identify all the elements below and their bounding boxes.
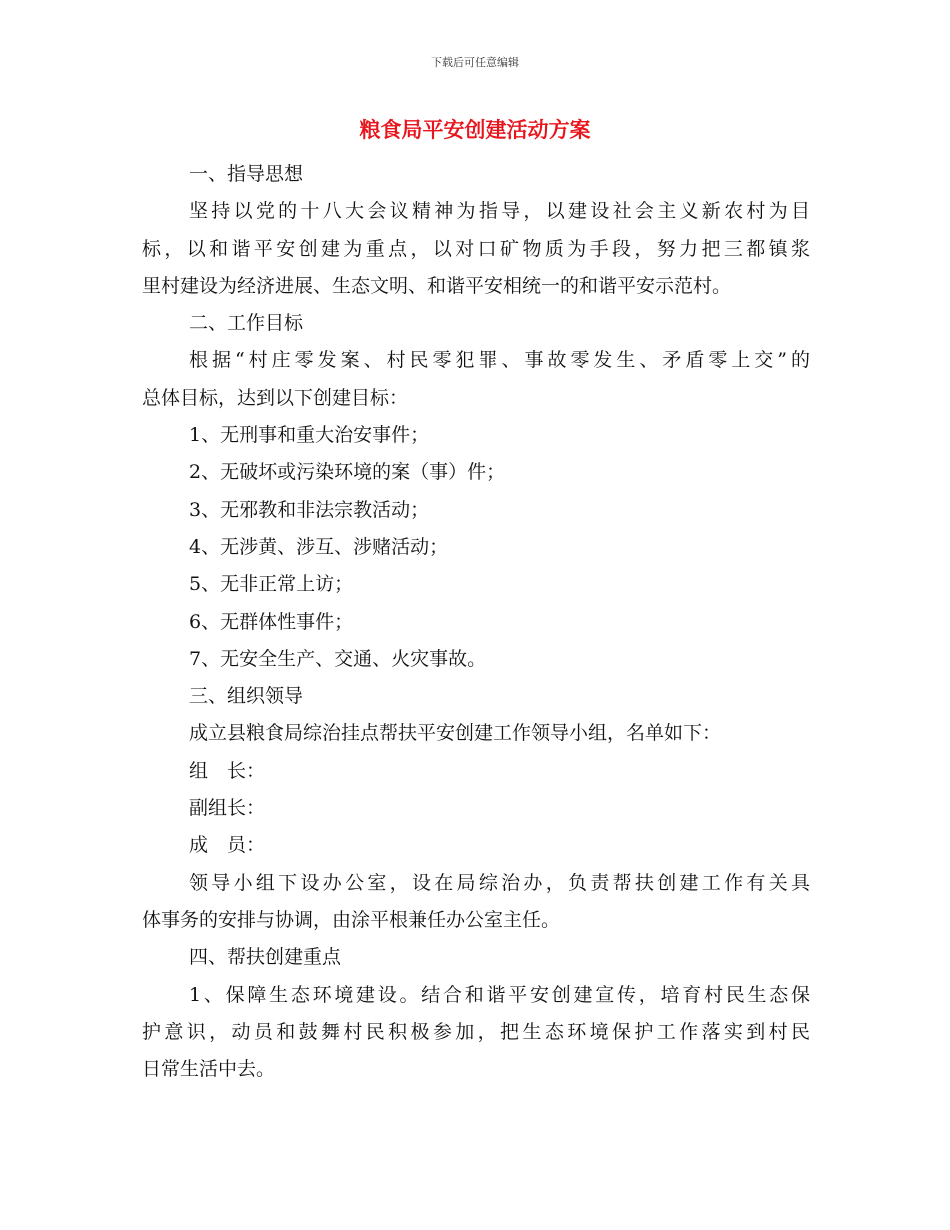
list-item: 4、无涉黄、涉互、涉赌活动；: [189, 535, 449, 558]
paragraph-line: 坚持以党的十八大会议精神为指导，以建设社会主义新农村为目: [189, 200, 810, 223]
list-item: 组 长：: [189, 759, 266, 782]
paragraph-line: 标，以和谐平安创建为重点，以对口矿物质为手段，努力把三都镇浆: [142, 237, 810, 260]
list-item: 3、无邪教和非法宗教活动；: [189, 498, 430, 521]
list-item: 成 员：: [189, 834, 266, 857]
paragraph-line: 体事务的安排与协调，由涂平根兼任办公室主任。: [142, 908, 561, 931]
paragraph-line: 日常生活中去。: [142, 1058, 276, 1081]
paragraph-line: 根据“村庄零发案、村民零犯罪、事故零发生、矛盾零上交”的: [189, 349, 810, 372]
paragraph-line: 里村建设为经济进展、生态文明、和谐平安相统一的和谐平安示范村。: [142, 274, 732, 297]
list-item: 副组长：: [189, 797, 266, 820]
list-item: 6、无群体性事件；: [189, 610, 354, 633]
list-item: 5、无非正常上访；: [189, 573, 354, 596]
list-item: 1、无刑事和重大治安事件；: [189, 424, 430, 447]
paragraph-line: 1、保障生态环境建设。结合和谐平安创建宣传，培育村民生态保: [189, 983, 810, 1006]
section-heading: 二、工作目标: [189, 312, 304, 335]
section-heading: 三、组织领导: [189, 685, 304, 708]
section-heading: 四、帮扶创建重点: [189, 946, 342, 969]
document-body: [142, 156, 810, 1088]
page-header-note: 下载后可任意编辑: [431, 56, 519, 69]
document-title: 粮食局平安创建活动方案: [359, 118, 591, 142]
paragraph-line: 总体目标，达到以下创建目标：: [142, 386, 409, 409]
paragraph-line: 护意识，动员和鼓舞村民积极参加，把生态环境保护工作落实到村民: [142, 1020, 810, 1043]
section-heading: 一、指导思想: [189, 163, 304, 185]
list-item: 7、无安全生产、交通、火灾事故。: [189, 647, 487, 670]
paragraph-line: 领导小组下设办公室，设在局综治办，负责帮扶创建工作有关具: [189, 871, 810, 894]
list-item: 2、无破坏或污染环境的案（事）件；: [189, 461, 506, 484]
list-item: 成立县粮食局综治挂点帮扶平安创建工作领导小组，名单如下：: [189, 722, 722, 745]
